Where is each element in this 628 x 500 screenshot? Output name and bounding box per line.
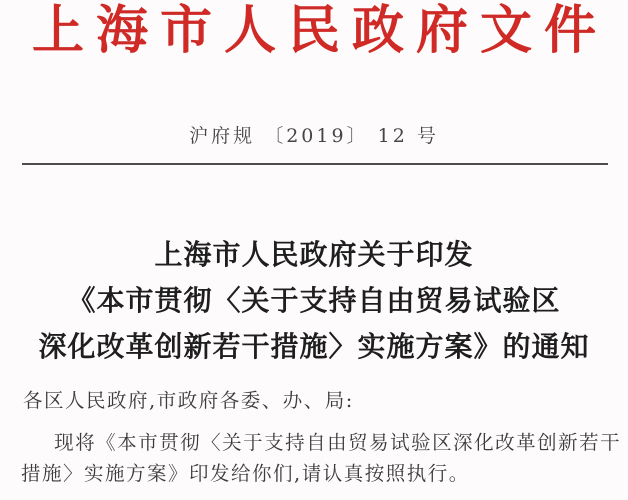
notice-title [0,232,628,370]
body-paragraph [21,427,622,489]
body-paragraph-line-2: 措施〉实施方案》印发给你们,请认真按照执行。 [21,462,470,485]
document-number: 沪府规 〔2019〕 12 号 [189,125,439,147]
header-divider [22,163,608,165]
body-paragraph-line-1: 现将《本市贯彻〈关于支持自由贸易试验区深化改革创新若干 [54,431,622,454]
notice-title-line-1: 上海市人民政府关于印发 [154,238,474,271]
masthead-title: 上海市人民政府文件 [31,0,608,61]
notice-title-line-2: 《本市贯彻〈关于支持自由贸易试验区 [67,284,561,317]
notice-title-line-3: 深化改革创新若干措施〉实施方案》的通知 [38,330,590,363]
salutation: 各区人民政府,市政府各委、办、局: [23,389,354,412]
